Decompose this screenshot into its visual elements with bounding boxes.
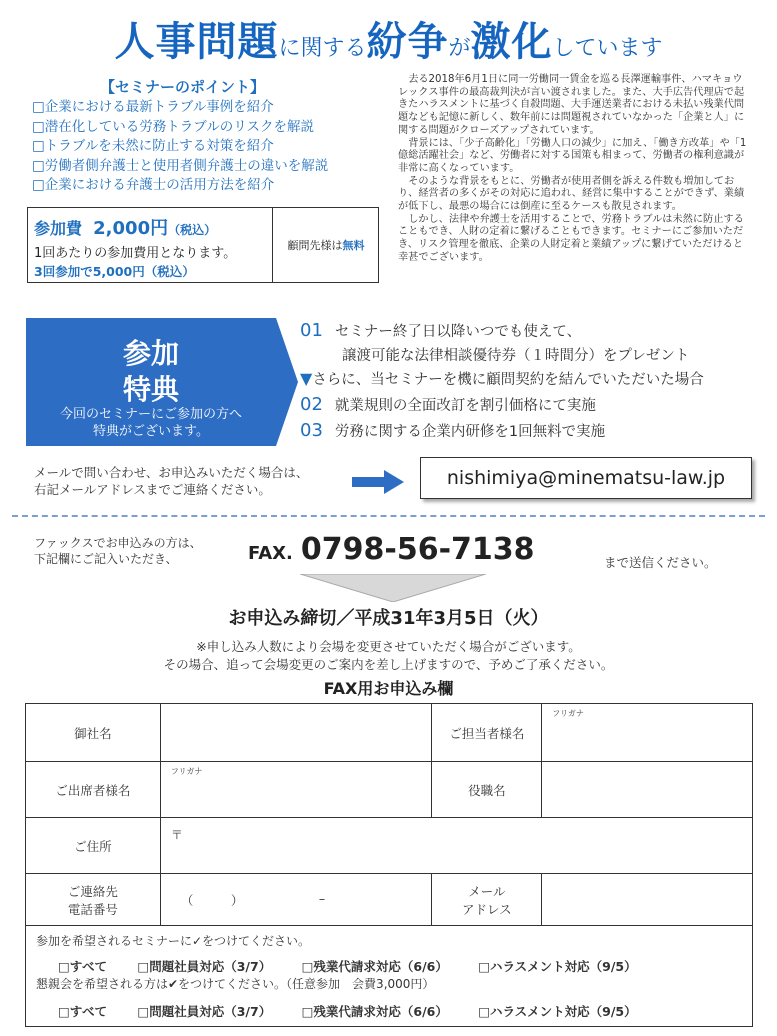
headline-part2: に関する [278, 36, 367, 61]
mail-label-2: アドレス [462, 901, 512, 917]
party-option-harassment[interactable]: □ハラスメント対応（9/5） [478, 1004, 637, 1019]
form-title: FAX用お申込み欄 [323, 679, 454, 698]
fee-details [28, 208, 273, 282]
headline-part5: 激化 [470, 19, 553, 65]
paragraph-2: 背景には、「少子高齢化」「労働人口の減少」に加え、「働き方改革」や「1億総活躍社会」など、労働者に対する国策も相まって、労働者の権利意識が非常に高くなっています。 [398, 137, 747, 174]
phone-dash: – [318, 891, 326, 906]
point-item: □労働者側弁護士と使用者側弁護士の違いを解説 [32, 157, 329, 174]
benefit-item-1 [300, 320, 581, 341]
headline [0, 10, 777, 67]
contact-furigana: フリガナ [552, 709, 584, 718]
attendee-input[interactable] [160, 762, 432, 818]
seminar-selection [26, 926, 753, 1027]
position-label: 役職名 [432, 762, 542, 818]
benefit-more-text: さらに、当セミナーを機に顧問契約を結んでいただいた場合 [312, 372, 704, 388]
benefit-title-1: 参加 [122, 337, 179, 370]
right-arrow-icon [352, 470, 404, 494]
benefit-item-2-number: 02 [300, 394, 323, 415]
benefit-item-1-line1: セミナー終了日以降いつでも使えて、 [334, 324, 582, 340]
down-chevron-icon [300, 574, 486, 602]
fee-box [27, 207, 379, 283]
benefit-item-1-line2: 譲渡可能な法律相談優待券（１時間分）をプレゼント [342, 348, 690, 364]
fee-description: 1回あたりの参加費用となります。 [34, 246, 237, 261]
paragraph-4: しかし、法律や弁護士を活用することで、労務トラブルは未然に防止することもでき、人財の定着に繋げることもできます。セミナーにご参加いただき、リスク管理を徹底、企業の人財定着と業績アップに繋げていただけると幸甚でございます。 [398, 213, 744, 263]
benefit-banner [26, 318, 276, 446]
section-divider [12, 515, 765, 517]
fee-amount: 2,000円 [93, 218, 169, 239]
seminar-option-harassment[interactable]: □ハラスメント対応（9/5） [478, 959, 637, 974]
fax-number-value: 0798-56-7138 [300, 532, 535, 567]
seminar-note: 参加を希望されるセミナーに✓をつけてください。 [36, 934, 311, 948]
benefit-item-2-text: 就業規則の全面改訂を割引価格にて実施 [334, 398, 596, 414]
attendee-label: ご出席者様名 [26, 762, 161, 818]
fax-number [248, 532, 535, 567]
party-options [36, 1002, 742, 1020]
form-row-phone [26, 874, 753, 926]
contact-input[interactable] [542, 704, 753, 762]
benefit-item-3-text: 労務に関する企業内研修を1回無料で実施 [334, 424, 606, 440]
benefit-title-2: 特典 [122, 373, 179, 406]
mail-input[interactable] [542, 874, 753, 926]
attendee-furigana: フリガナ [170, 767, 203, 776]
phone-label-2: 電話番号 [67, 901, 118, 917]
headline-part4: が [448, 36, 471, 61]
advisor-free-note [274, 208, 378, 282]
email-address-link[interactable]: nishimiya@minematsu-law.jp [420, 457, 752, 499]
postal-mark: 〒 [170, 828, 183, 842]
address-label: ご住所 [26, 818, 161, 874]
fee-tax: （税込） [168, 223, 217, 237]
email-note-1: メールで問い合わせ、お申込みいただく場合は、 [34, 465, 309, 480]
benefit-item-2 [300, 394, 596, 415]
seminar-option-overtime[interactable]: □残業代請求対応（6/6） [301, 959, 448, 974]
seminar-options [36, 957, 742, 975]
headline-part3: 紛争 [366, 19, 449, 65]
position-input[interactable] [542, 762, 753, 818]
fee-title [34, 214, 266, 240]
company-label: 御社名 [26, 704, 161, 762]
paragraph-1: 去る2018年6月1日に同一労働同一賃金を巡る長澤運輸事件、ハマキョウレックス事件の最高裁判決が言い渡されました。また、大手広告代理店で起きたハラスメントに基づく自殺問題、大手運送業者における未払い残業代問題なども記憶に新しく、数年前には問題視されていなかった「企業と人」に関する問題がクローズアップされています。 [398, 74, 745, 136]
headline-part1: 人事問題 [114, 19, 279, 65]
fax-send-note: まで送信ください。 [604, 555, 717, 570]
benefit-more [300, 368, 704, 389]
benefit-arrow-icon [276, 318, 298, 446]
email-note-2: 右記メールアドレスまでご連絡ください。 [34, 482, 271, 497]
email-note [34, 464, 308, 498]
fax-note [34, 535, 202, 567]
party-option-all[interactable]: □すべて [58, 1004, 108, 1019]
down-triangle-icon: ▼ [300, 369, 313, 388]
point-item: □潜在化している労務トラブルのリスクを解説 [32, 118, 314, 135]
background-paragraph [398, 74, 750, 265]
points-title: 【セミナーのポイント】 [100, 78, 266, 96]
benefit-sub-1: 今回のセミナーにご参加の方へ [59, 407, 242, 422]
mail-label [432, 874, 542, 926]
benefit-sub-2: 特典がございます。 [93, 424, 209, 439]
seminar-option-problem[interactable]: □問題社員対応（3/7） [137, 959, 272, 974]
phone-input[interactable] [160, 874, 432, 926]
fax-note-1: ファックスでお申込みの方は、 [34, 536, 202, 550]
notice-1: ※申し込み人数により会場を変更させていただく場合がございます。 [196, 639, 581, 654]
contact-label: ご担当者様名 [432, 704, 542, 762]
form-row-company [26, 704, 753, 762]
address-input[interactable] [160, 818, 752, 874]
mail-label-1: メール [468, 883, 506, 899]
deadline: お申込み締切／平成31年3月5日（火） [228, 608, 549, 629]
party-option-overtime[interactable]: □残業代請求対応（6/6） [301, 1004, 448, 1019]
advisor-prefix: 顧問先様は [287, 239, 343, 252]
party-option-problem[interactable]: □問題社員対応（3/7） [137, 1004, 272, 1019]
benefit-item-3-number: 03 [300, 420, 323, 441]
company-input[interactable] [160, 704, 432, 762]
fax-note-2: 下記欄にご記入いただき、 [34, 552, 178, 566]
headline-part6: しています [552, 36, 663, 61]
fax-label: FAX. [248, 543, 293, 564]
benefit-subtitle [26, 406, 276, 440]
phone-label-1: ご連絡先 [67, 883, 118, 899]
form-row-address [26, 818, 753, 874]
point-item: □企業における弁護士の活用方法を紹介 [32, 177, 275, 193]
application-form [25, 703, 753, 1027]
phone-label [26, 874, 161, 926]
point-item: □トラブルを未然に防止する対策を紹介 [32, 138, 274, 154]
benefit-item-1-number: 01 [300, 320, 323, 341]
seminar-option-all[interactable]: □すべて [58, 959, 108, 974]
fee-three-sessions: 3回参加で5,000円（税込） [34, 264, 195, 279]
party-note: 懇親会を希望される方は✔をつけてください。（任意参加 会費3,000円） [36, 977, 435, 991]
notice-2: その場合、追って会場変更のご案内を差し上げますので、予めご了承ください。 [163, 657, 614, 672]
paragraph-3: そのような背景をもとに、労働者が使用者側を訴える件数も増加しており、経営者の多くがその対応に追われ、経営に集中することができず、業績が低下し、最悪の場合には倒産に至るケースも散見されます。 [398, 175, 745, 213]
form-row-seminar [26, 926, 753, 1027]
fee-label: 参加費 [34, 219, 83, 238]
point-item: □企業における最新トラブル事例を紹介 [32, 99, 274, 115]
phone-area-code: （ ） [180, 893, 244, 908]
benefit-item-3 [300, 420, 605, 441]
advisor-free: 無料 [342, 239, 365, 252]
points-list [32, 98, 328, 196]
form-row-attendee [26, 762, 753, 818]
